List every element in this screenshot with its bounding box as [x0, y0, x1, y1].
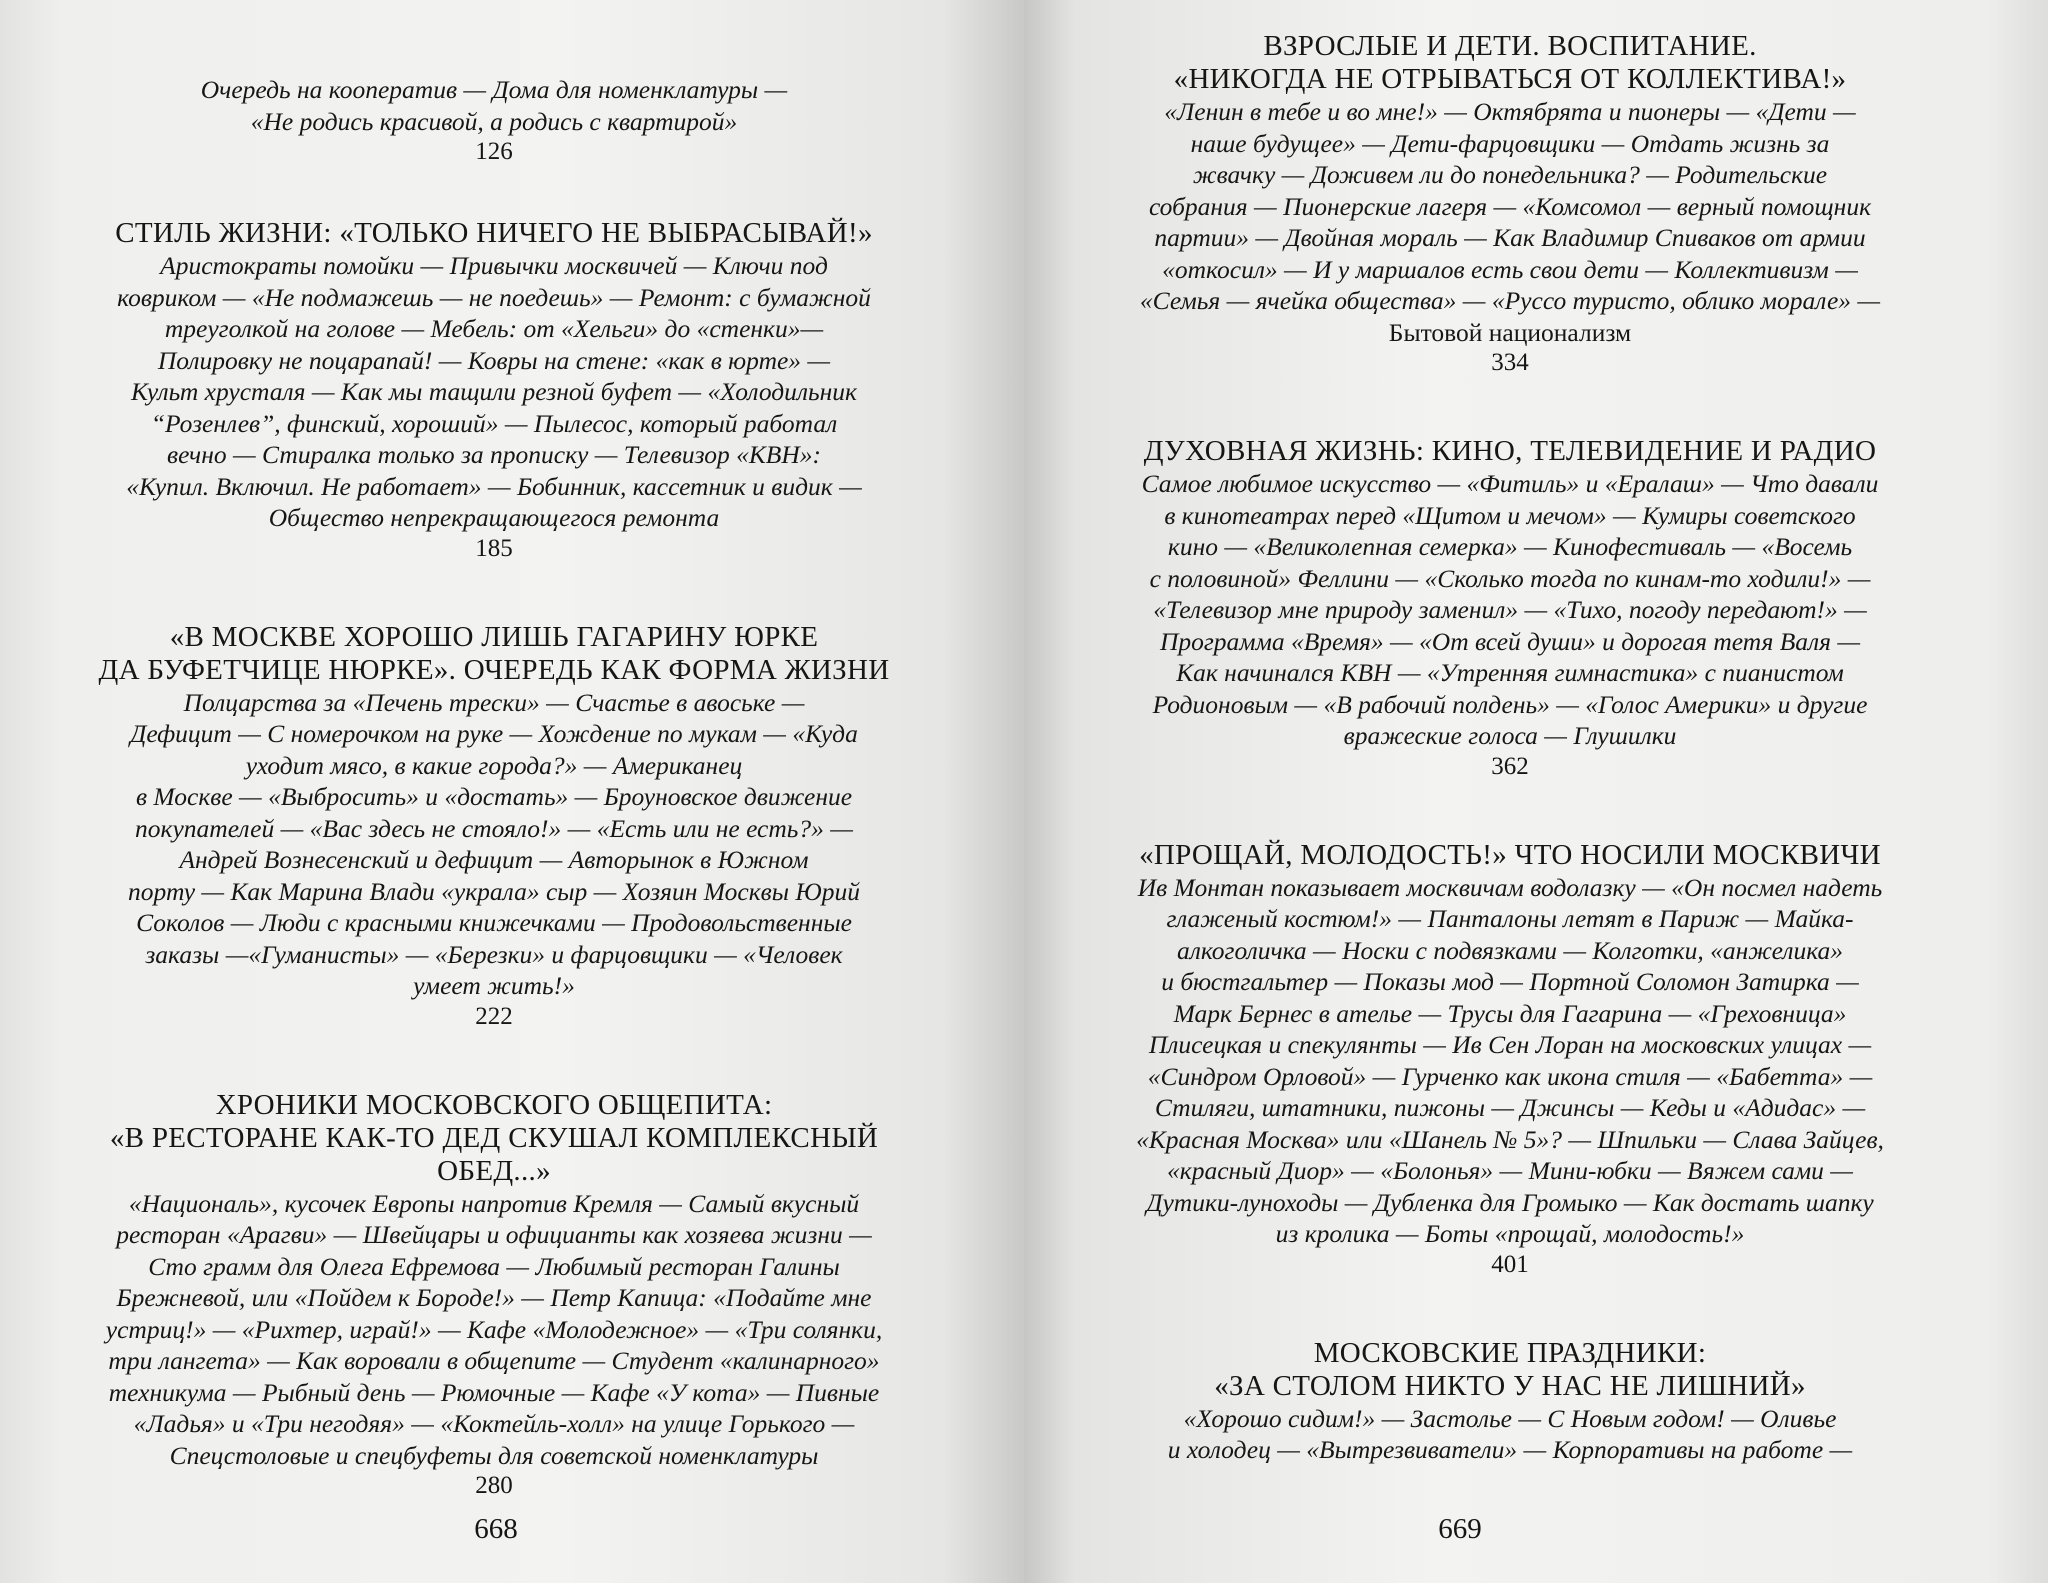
toc-entry [76, 621, 912, 1032]
subtopic-line: и холодец — «Вытрезвиватели» — Корпоративы на работе — [1167, 1435, 1853, 1464]
toc-page-number: 185 [475, 534, 513, 562]
subtopic-line: «красный Диор» — «Болонья» — Мини-юбки — Вяжем сами — [1167, 1156, 1853, 1185]
toc-page-number: 334 [1491, 349, 1529, 376]
subtopic-line: Аристократы помойки — Привычки москвичей — Ключи под [160, 251, 828, 280]
toc-entry [1080, 435, 1940, 782]
left-contents [76, 74, 912, 1501]
title-line: «ПРОЩАЙ, МОЛОДОСТЬ!» ЧТО НОСИЛИ МОСКВИЧИ [1139, 838, 1881, 871]
right-page [1024, 0, 2048, 1583]
toc-entry-title [76, 621, 912, 687]
subtopic-line: Дефицит — С номерочком на руке — Хождение по мукам — «Куда [130, 719, 858, 748]
subtopic-line: Ив Монтан показывает москвичам водолазку — «Он посмел надеть [1137, 872, 1883, 902]
subtopic-line: Стиляги, штатники, пижоны — Джинсы — Кеды и «Адидас» — [1154, 1093, 1866, 1122]
subtopic-line: в кинотеатрах перед «Щитом и мечом» — Кумиры советского [1164, 500, 1856, 530]
toc-entry [76, 217, 912, 564]
title-line: ОБЕД...» [437, 1154, 551, 1187]
toc-entry-subtopics-plain [1080, 317, 1940, 349]
subtopic-line: «Националь», кусочек Европы напротив Кремля — Самый вкусный [128, 1188, 860, 1218]
subtopic-line: из кролика — Боты «прощай, молодость!» [1275, 1219, 1745, 1248]
toc-entry-title [76, 217, 912, 250]
subtopic-line: «Хорошо сидим!» — Застолье — С Новым годом! — Оливье [1183, 1403, 1837, 1433]
subtopic-line: «Семья — ячейка общества» — «Руссо туристо, облико морале» — [1139, 286, 1881, 315]
subtopic-line: устриц!» — «Рихтер, играй!» — Кафе «Молодежное» — «Три солянки, [105, 1314, 883, 1344]
subtopic-line: алкоголичка — Носки с подвязками — Колготки, «анжелика» [1176, 935, 1844, 965]
subtopic-line: «Ладья» и «Три негодяя» — «Коктейль-холл» на улице Горького — [133, 1409, 855, 1438]
subtopic-line: Общество непрекращающегося ремонта [268, 503, 720, 532]
toc-entry-title [76, 1089, 912, 1188]
title-line: СТИЛЬ ЖИЗНИ: «ТОЛЬКО НИЧЕГО НЕ ВЫБРАСЫВАЙ!» [115, 217, 873, 249]
subtopic-line: «Телевизор мне природу заменил» — «Тихо, погоду передают!» — [1153, 595, 1867, 624]
title-line: МОСКОВСКИЕ ПРАЗДНИКИ: [1313, 1336, 1707, 1369]
subtopic-line: ресторан «Арагви» — Швейцары и официанты как хозяева жизни — [116, 1220, 872, 1249]
toc-entry-subtopics [1080, 1403, 1940, 1466]
subtopic-line: Бытовой национализм [1388, 317, 1632, 347]
subtopic-line: и бюстгальтер — Показы мод — Портной Соломон Затирка — [1161, 967, 1859, 996]
subtopic-line: «Синдром Орловой» — Гурченко как икона стиля — «Бабетта» — [1147, 1061, 1873, 1091]
toc-page-number: 362 [1491, 752, 1529, 780]
title-line: ДУХОВНАЯ ЖИЗНЬ: КИНО, ТЕЛЕВИДЕНИЕ И РАДИО [1143, 435, 1877, 467]
toc-entry-title [1080, 435, 1940, 468]
subtopic-line: Сто грамм для Олега Ефремова — Любимый ресторан Галины [148, 1251, 840, 1281]
subtopic-line: жвачку — Доживем ли до понедельника? — Родительские [1192, 160, 1828, 189]
title-line: «ЗА СТОЛОМ НИКТО У НАС НЕ ЛИШНИЙ» [1214, 1369, 1806, 1402]
toc-entry [1080, 839, 1940, 1280]
subtopic-line: умеет жить!» [413, 971, 575, 1000]
toc-entry-title [1080, 839, 1940, 872]
title-line: «В РЕСТОРАНЕ КАК-ТО ДЕД СКУШАЛ КОМПЛЕКСНЫЙ [109, 1121, 879, 1154]
toc-entry-subtopics [1080, 872, 1940, 1250]
subtopic-line: заказы —«Гуманисты» — «Березки» и фарцовщики — «Человек [145, 939, 843, 969]
subtopic-line: Самое любимое искусство — «Фитиль» и «Ералаш» — Что давали [1141, 469, 1879, 498]
subtopic-line: Полировку не поцарапай! — Ковры на стене: «как в юрте» — [157, 345, 831, 375]
page-folio: 669 [1438, 1513, 1482, 1545]
subtopic-line: глаженый костюм!» — Панталоны летят в Париж — Майка- [1166, 904, 1854, 933]
subtopic-line: «Ленин в тебе и во мне!» — Октябрята и пионеры — «Дети — [1164, 97, 1856, 126]
subtopic-line: Андрей Вознесенский и дефицит — Авторынок в Южном [179, 845, 809, 874]
page-folio: 668 [474, 1513, 518, 1545]
subtopic-line: Марк Бернес в ателье — Трусы для Гагарина — «Греховница» [1173, 998, 1847, 1028]
subtopic-line: уходит мясо, в какие города?» — Американец [245, 750, 743, 780]
title-line: ВЗРОСЛЫЕ И ДЕТИ. ВОСПИТАНИЕ. [1263, 30, 1757, 62]
subtopic-line: Дутики-луноходы — Дубленка для Громыко — Как достать шапку [1146, 1187, 1874, 1217]
toc-page-number: 126 [475, 138, 513, 165]
subtopic-line: в Москве — «Выбросить» и «достать» — Броуновское движение [135, 782, 853, 811]
subtopic-line: три лангета» — Как воровали в общепите — Студент «калинарного» [108, 1346, 880, 1375]
subtopic-line: Очередь на кооператив — Дома для номенклатуры — [200, 75, 788, 104]
subtopic-line: вечно — Стиралка только за прописку — Телевизор «КВН»: [167, 440, 821, 469]
subtopic-line: Программа «Время» — «От всей души» и дорогая тетя Валя — [1159, 626, 1861, 656]
toc-entry [1080, 30, 1940, 378]
subtopic-line: «откосил» — И у маршалов есть свои дети — Коллективизм — [1162, 254, 1858, 284]
subtopic-line: с половиной» Феллини — «Сколько тогда по кинам-то ходили!» — [1149, 563, 1871, 593]
subtopic-line: Брежневой, или «Пойдем к Бороде!» — Петр Капица: «Подайте мне [116, 1283, 872, 1312]
title-line: ДА БУФЕТЧИЦЕ НЮРКЕ». ОЧЕРЕДЬ КАК ФОРМА ЖИЗНИ [98, 653, 890, 686]
toc-entry [76, 74, 912, 167]
subtopic-line: «Не родись красивой, а родись с квартирой» [250, 106, 738, 136]
toc-entry-subtopics [76, 687, 912, 1002]
toc-entry-subtopics [1080, 96, 1940, 317]
toc-page-number: 401 [1491, 1250, 1529, 1278]
subtopic-line: Культ хрусталя — Как мы тащили резной буфет — «Холодильник [131, 377, 857, 406]
subtopic-line: партии» — Двойная мораль — Как Владимир Спиваков от армии [1154, 223, 1866, 252]
subtopic-line: Родионовым — «В рабочий полдень» — «Голос Америки» и другие [1152, 689, 1868, 719]
subtopic-line: треуголкой на голове — Мебель: от «Хельги» до «стенки»— [164, 314, 824, 343]
subtopic-line: собрания — Пионерские лагеря — «Комсомол — верный помощник [1148, 191, 1872, 221]
subtopic-line: Как начинался КВН — «Утренняя гимнастика» с пианистом [1176, 658, 1844, 687]
subtopic-line: Плисецкая и спекулянты — Ив Сен Лоран на московских улицах — [1148, 1030, 1872, 1059]
toc-page-number: 280 [475, 1472, 513, 1499]
subtopic-line: Спецстоловые и спецбуфеты для советской номенклатуры [169, 1440, 819, 1470]
subtopic-line: «Красная Москва» или «Шанель № 5»? — Шпильки — Слава Зайцев, [1136, 1124, 1884, 1154]
toc-entry [76, 1089, 912, 1502]
subtopic-line: порту — Как Марина Влади «украла» сыр — Хозяин Москвы Юрий [128, 876, 860, 906]
title-line: ХРОНИКИ МОСКОВСКОГО ОБЩЕПИТА: [215, 1088, 773, 1121]
toc-page-number: 222 [475, 1002, 513, 1030]
subtopic-line: “Розенлев”, финский, хороший» — Пылесос, который работал [150, 408, 838, 438]
toc-entry-subtopics [76, 74, 912, 137]
title-line: «В МОСКВЕ ХОРОШО ЛИШЬ ГАГАРИНУ ЮРКЕ [169, 620, 819, 653]
subtopic-line: ковриком — «Не подмажешь — не поедешь» — Ремонт: с бумажной [117, 282, 871, 312]
subtopic-line: техникума — Рыбный день — Рюмочные — Кафе «У кота» — Пивные [108, 1377, 880, 1407]
subtopic-line: вражеские голоса — Глушилки [1343, 721, 1677, 750]
right-contents [1080, 30, 1940, 1466]
toc-entry-title [1080, 1337, 1940, 1403]
subtopic-line: Полцарства за «Печень трески» — Счастье в авоське — [183, 687, 805, 717]
toc-entry-subtopics [1080, 468, 1940, 752]
toc-entry [1080, 1337, 1940, 1466]
subtopic-line: Соколов — Люди с красными книжечками — Продовольственные [136, 908, 852, 937]
toc-entry-title [1080, 30, 1940, 96]
subtopic-line: «Купил. Включил. Не работает» — Бобинник, кассетник и видик — [126, 471, 862, 501]
toc-entry-subtopics [76, 250, 912, 534]
subtopic-line: кино — «Великолепная семерка» — Кинофестиваль — «Восемь [1167, 532, 1853, 561]
title-line: «НИКОГДА НЕ ОТРЫВАТЬСЯ ОТ КОЛЛЕКТИВА!» [1173, 63, 1847, 95]
subtopic-line: покупателей — «Вас здесь не стояло!» — «Есть или не есть?» — [135, 813, 853, 843]
toc-entry-subtopics [76, 1188, 912, 1472]
subtopic-line: наше будущее» — Дети-фарцовщики — Отдать жизнь за [1190, 128, 1830, 158]
